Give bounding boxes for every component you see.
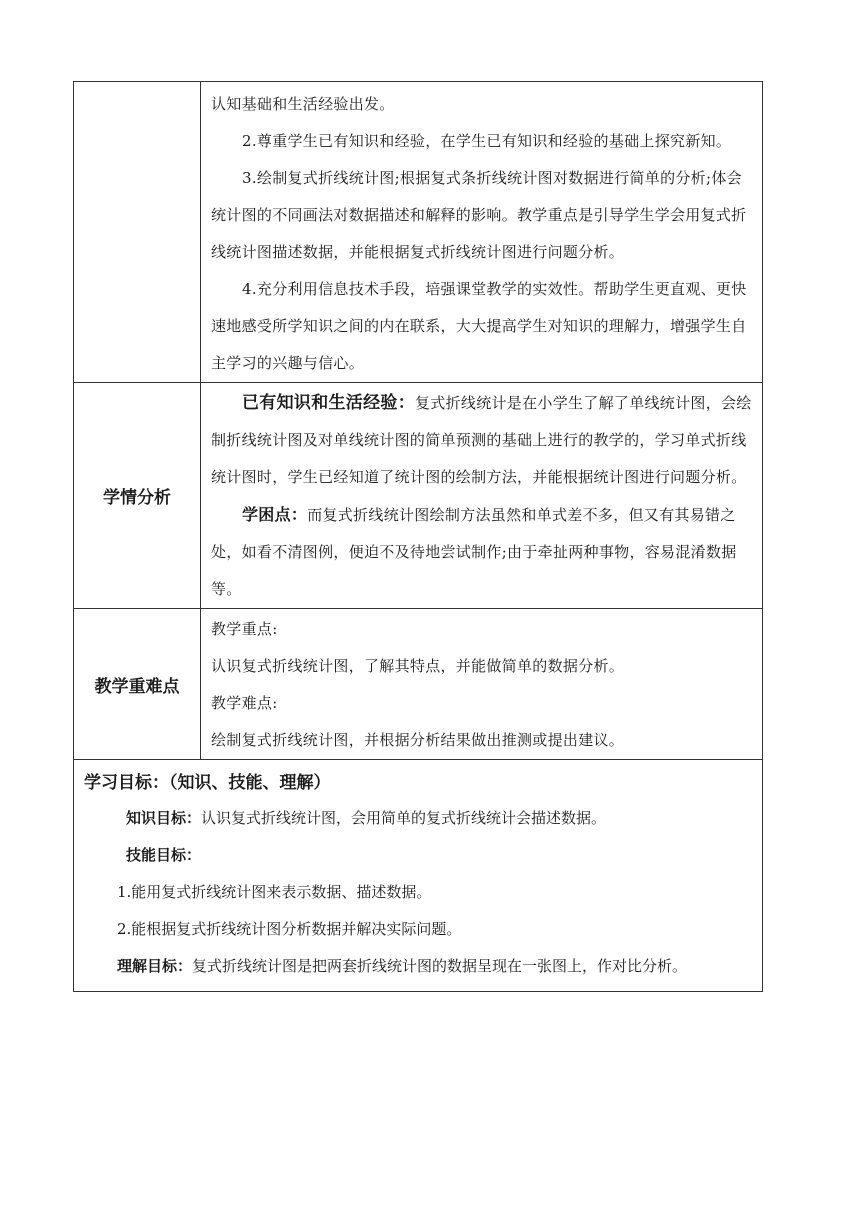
knowledge-label: 知识目标： bbox=[126, 809, 202, 827]
knowledge-text: 认识复式折线统计图，会用简单的复式折线统计会描述数据。 bbox=[201, 809, 607, 827]
focus-title: 教学重点: bbox=[211, 620, 278, 638]
focus-text: 认识复式折线统计图，了解其特点，并能做简单的数据分析。 bbox=[211, 657, 625, 675]
knowledge-objective bbox=[84, 800, 754, 837]
paragraph: 4.充分利用信息技术手段，培强课堂教学的实效性。帮助学生更直观、更快速地感受所学知识之间的内在联系，大大提高学生对知识的理解力，增强学生自主学习的兴趣与信心。 bbox=[211, 280, 747, 372]
understanding-label: 理解目标： bbox=[117, 957, 193, 975]
paragraph: 2.尊重学生已有知识和经验，在学生已有知识和经验的基础上探究新知。 bbox=[242, 132, 732, 150]
empty-label-cell bbox=[74, 82, 201, 383]
skill-label: 技能目标： bbox=[126, 846, 202, 864]
prior-knowledge-text: 复式折线统计是在小学生了解了单线统计图，会绘制折线统计图及对单线统计图的简单预测的基础上进行的教学的，学习单式折线统计图时，学生已经知道了统计图的绘制方法，并能根据统计图进行问题分析。 bbox=[211, 394, 752, 486]
paragraph: 3.绘制复式折线统计图;根据复式条折线统计图对数据进行简单的分析;体会统计图的不同画法对数据描述和解释的影响。教学重点是引导学生学会用复式折线统计图描述数据，并能根据复式折线统计图进行问题分析。 bbox=[211, 169, 747, 261]
key-points-content bbox=[201, 609, 763, 760]
skill-objective bbox=[84, 837, 754, 874]
table-row bbox=[74, 609, 763, 760]
understanding-objective bbox=[84, 948, 754, 985]
learning-analysis-content bbox=[201, 383, 763, 609]
learning-analysis-label: 学情分析 bbox=[74, 383, 201, 609]
prior-knowledge-paragraph bbox=[211, 385, 754, 496]
lesson-plan-table bbox=[73, 81, 763, 992]
difficulty-heading: 学困点： bbox=[242, 505, 308, 524]
table-row bbox=[74, 82, 763, 383]
skill-item: 1.能用复式折线统计图来表示数据、描述数据。 bbox=[117, 883, 432, 901]
prior-knowledge-heading: 已有知识和生活经验： bbox=[242, 393, 415, 413]
skill-item: 2.能根据复式折线统计图分析数据并解决实际问题。 bbox=[117, 920, 462, 938]
key-points-label: 教学重难点 bbox=[74, 609, 201, 760]
objectives-cell bbox=[74, 760, 763, 992]
objectives-title: 学习目标：（知识、技能、理解） bbox=[84, 773, 331, 793]
table-row bbox=[74, 760, 763, 992]
difficulty-text: 而复式折线统计图绘制方法虽然和单式差不多，但又有其易错之处，如看不清图例，便迫不及待地尝试制作;由于牵扯两种事物，容易混淆数据等。 bbox=[211, 506, 737, 598]
understanding-text: 复式折线统计图是把两套折线统计图的数据呈现在一张图上，作对比分析。 bbox=[192, 957, 688, 975]
top-content-cell bbox=[201, 82, 763, 383]
paragraph: 认知基础和生活经验出发。 bbox=[211, 95, 395, 113]
table-row bbox=[74, 383, 763, 609]
difficulty-title: 教学难点: bbox=[211, 694, 278, 712]
difficulty-text: 绘制复式折线统计图，并根据分析结果做出推测或提出建议。 bbox=[211, 731, 625, 749]
difficulty-paragraph bbox=[211, 496, 754, 608]
